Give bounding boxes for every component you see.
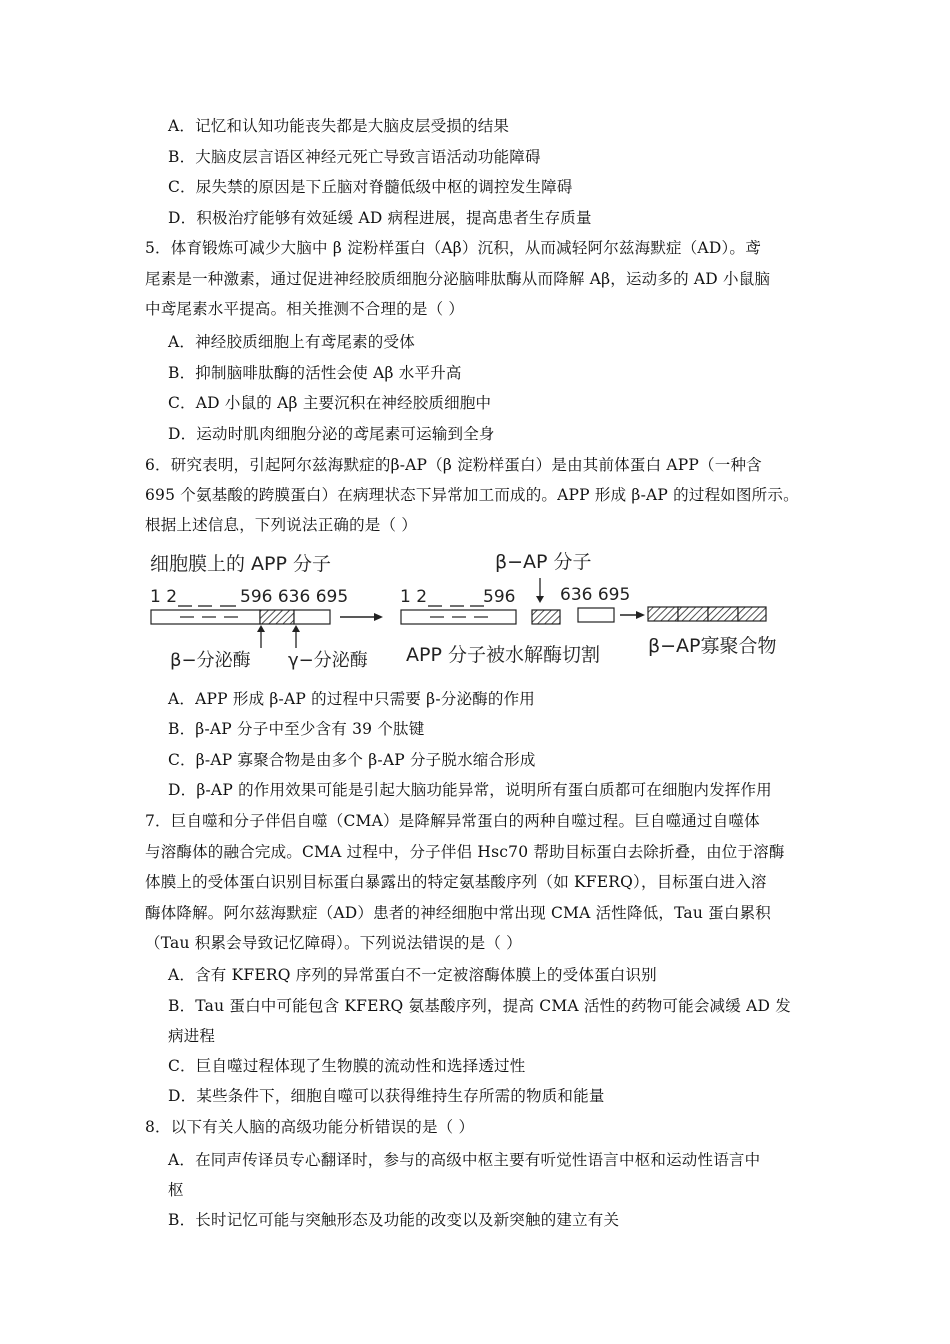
q8-stem: 8．以下有关人脑的高级功能分析错误的是（ ）: [145, 1118, 475, 1136]
q4-option-b: B．大脑皮层言语区神经元死亡导致言语活动功能障碍: [168, 148, 541, 166]
q5-option-a: A．神经胶质细胞上有鸢尾素的受体: [168, 333, 415, 351]
q7-option-b: B．Tau 蛋白中可能包含 KFERQ 氨基酸序列，提高 CMA 活性的药物可能会减缓 AD 发: [168, 997, 791, 1015]
q7-stem-line: 酶体降解。阿尔兹海默症（AD）患者的神经细胞中常出现 CMA 活性降低，Tau 蛋白累积: [145, 904, 771, 922]
q4-option-c: C．尿失禁的原因是下丘脑对脊髓低级中枢的调控发生障碍: [168, 178, 573, 196]
q7-option-c: C．巨自噬过程体现了生物膜的流动性和选择透过性: [168, 1057, 526, 1075]
q6-stem-line: 6．研究表明，引起阿尔兹海默症的β-AP（β 淀粉样蛋白）是由其前体蛋白 APP（一种含: [145, 456, 762, 474]
figure-nums-mid: 596 636 695: [240, 587, 349, 607]
q7-option-d: D．某些条件下，细胞自噬可以获得维持生存所需的物质和能量: [168, 1087, 605, 1105]
q5-option-c: C．AD 小鼠的 Aβ 主要沉积在神经胶质细胞中: [168, 394, 492, 412]
fragment-c-terminal: [578, 608, 614, 622]
figure-nums2-left: 1 2: [400, 587, 428, 607]
figure-title-left: 细胞膜上的 APP 分子: [150, 553, 331, 575]
q5-option-d: D．运动时肌肉细胞分泌的鸢尾素可运输到全身: [168, 425, 495, 443]
figure-title-right: β−AP 分子: [495, 551, 592, 573]
q7-stem-line: 与溶酶体的融合完成。CMA 过程中，分子伴侣 Hsc70 帮助目标蛋白去除折叠，由位于溶酶: [145, 843, 785, 861]
oligomer-unit: [678, 607, 708, 621]
figure-nums2-right: 636 695: [560, 585, 631, 605]
q6-option-d: D．β-AP 的作用效果可能是引起大脑功能异常，说明所有蛋白质都可在细胞内发挥作用: [168, 781, 772, 799]
q6-option-a: A．APP 形成 β-AP 的过程中只需要 β-分泌酶的作用: [168, 690, 535, 708]
figure-nums2-596: 596: [483, 587, 516, 607]
fragment-beta-ap: [532, 610, 560, 624]
q7-stem-line: （Tau 积累会导致记忆障碍）。下列说法错误的是（ ）: [145, 934, 522, 952]
app-bar-beta-ap-region: [260, 610, 294, 624]
q8-option-a: A．在同声传译员专心翻译时，参与的高级中枢主要有听觉性语言中枢和运动性语言中: [168, 1151, 761, 1169]
q5-option-b: B．抑制脑啡肽酶的活性会使 Aβ 水平升高: [168, 364, 462, 382]
q6-option-b: B．β-AP 分子中至少含有 39 个肽键: [168, 720, 425, 738]
q7-stem-line: 体膜上的受体蛋白识别目标蛋白暴露出的特定氨基酸序列（如 KFERQ），目标蛋白进入溶: [145, 873, 767, 891]
q4-option-d: D．积极治疗能够有效延缓 AD 病程进展，提高患者生存质量: [168, 209, 592, 227]
q8-option-b: B．长时记忆可能与突触形态及功能的改变以及新突触的建立有关: [168, 1211, 620, 1229]
q7-option-a: A．含有 KFERQ 序列的异常蛋白不一定被溶酶体膜上的受体蛋白识别: [168, 966, 657, 984]
q7-stem-line: 7．巨自噬和分子伴侣自噬（CMA）是降解异常蛋白的两种自噬过程。巨自噬通过自噬体: [145, 812, 760, 830]
q7-option-b-cont: 病进程: [168, 1027, 216, 1045]
caption-cleavage: APP 分子被水解酶切割: [406, 644, 600, 666]
oligomer-unit: [708, 607, 738, 621]
q6-stem-line: 695 个氨基酸的跨膜蛋白）在病理状态下异常加工而成的。APP 形成 β-AP 的过程如图所示。: [145, 486, 799, 504]
q8-option-a-cont: 枢: [168, 1181, 184, 1199]
oligomer-unit: [648, 607, 678, 621]
q5-stem-line: 5．体育锻炼可减少大脑中 β 淀粉样蛋白（Aβ）沉积，从而减轻阿尔兹海默症（AD）。鸢: [145, 239, 761, 257]
caption-oligomer: β−AP寡聚合物: [648, 635, 777, 657]
q5-stem-line: 中鸢尾素水平提高。相关推测不合理的是（ ）: [145, 300, 465, 318]
label-beta-secretase: β−分泌酶: [170, 650, 251, 671]
figure-nums-left: 1 2: [150, 587, 178, 607]
app-processing-figure: [140, 540, 810, 680]
q6-stem-line: 根据上述信息，下列说法正确的是（ ）: [145, 516, 418, 534]
q5-stem-line: 尾素是一种激素，通过促进神经胶质细胞分泌脑啡肽酶从而降解 Aβ，运动多的 AD 小鼠脑: [145, 270, 771, 288]
q6-option-c: C．β-AP 寡聚合物是由多个 β-AP 分子脱水缩合形成: [168, 751, 536, 769]
q4-option-a: A．记忆和认知功能丧失都是大脑皮层受损的结果: [168, 117, 510, 135]
app-bar-c-terminal: [294, 610, 330, 624]
oligomer-unit: [738, 607, 766, 621]
label-gamma-secretase: γ−分泌酶: [288, 650, 368, 671]
